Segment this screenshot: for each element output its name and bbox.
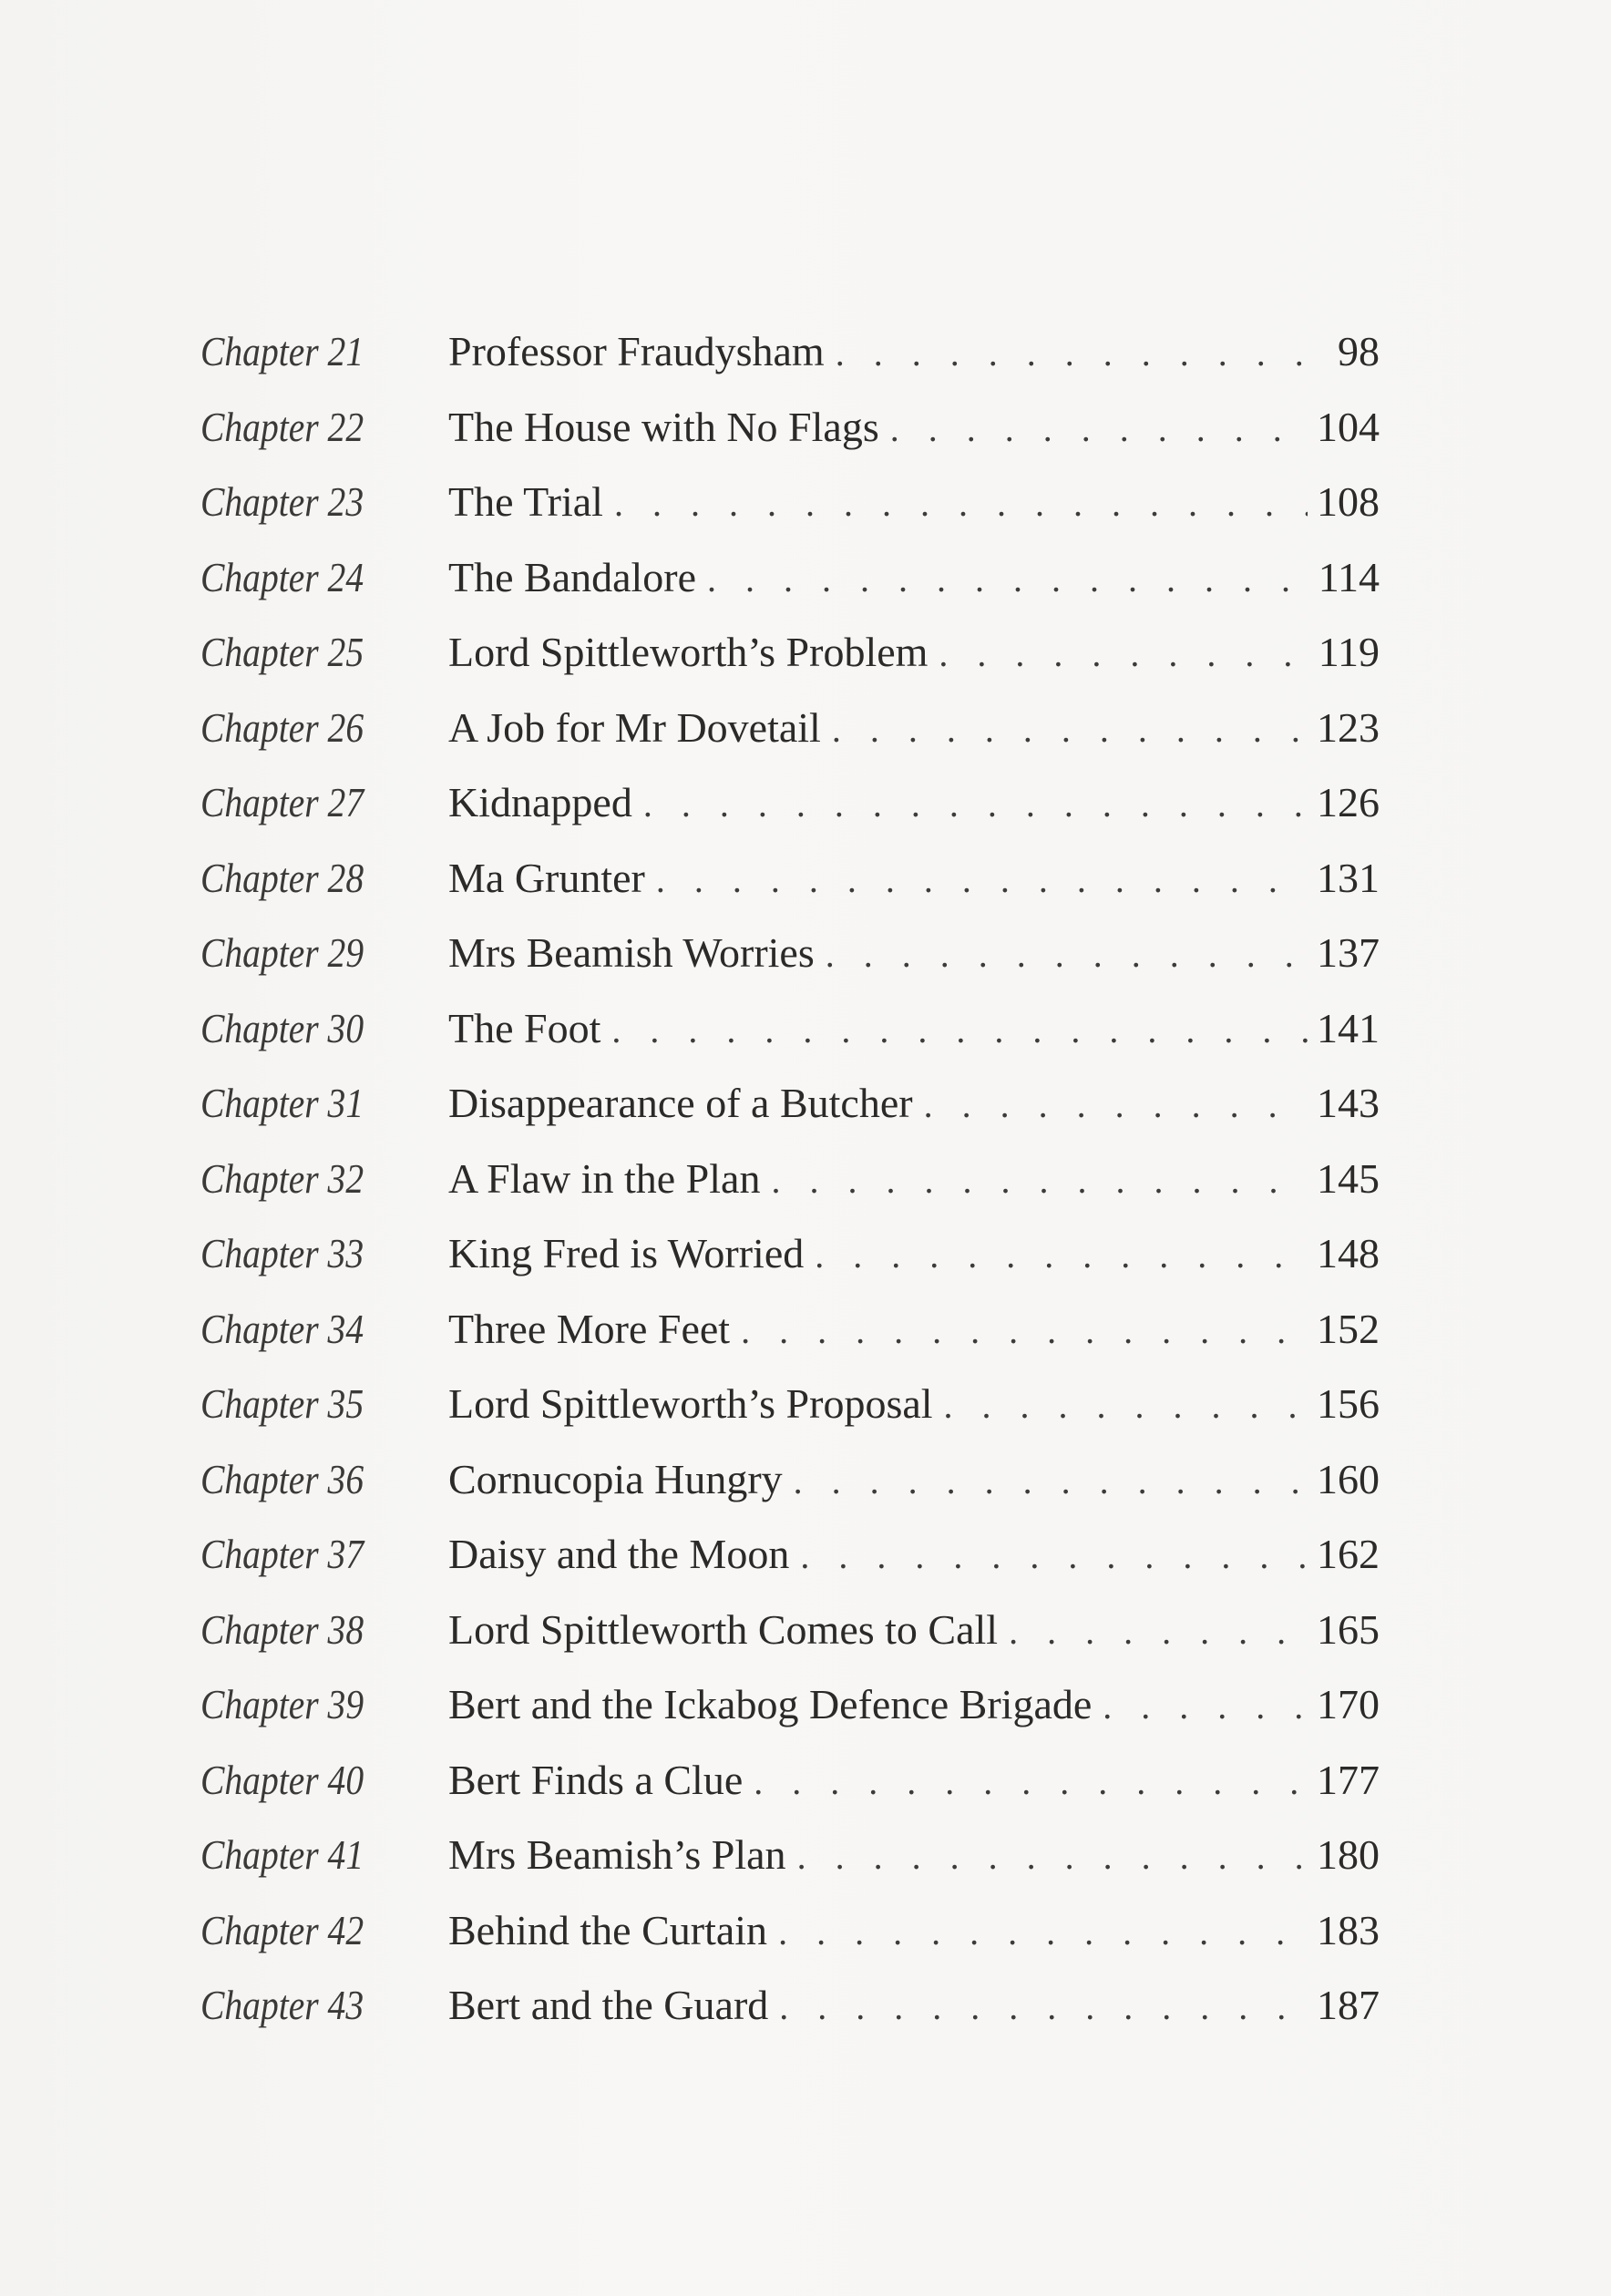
page-number: 104: [1317, 403, 1380, 450]
chapter-number: Chapter 32: [200, 1154, 364, 1202]
toc-entry: [200, 991, 1385, 1067]
toc-entry-line: [448, 465, 1380, 542]
dot-leader: [696, 542, 1309, 618]
page-number: 152: [1317, 1305, 1380, 1352]
chapter-title: The Bandalore: [448, 553, 697, 600]
toc-entry: [200, 1968, 1385, 2044]
toc-entry-line: [448, 1066, 1380, 1143]
page-number: 156: [1317, 1380, 1380, 1427]
chapter-title: Cornucopia Hungry: [448, 1455, 783, 1502]
dot-leader: [768, 1970, 1308, 2045]
toc-entry-line: [448, 1216, 1380, 1294]
dot-leader: [913, 1068, 1308, 1143]
toc-entry: [200, 916, 1385, 991]
toc-entry-line: [448, 991, 1380, 1069]
chapter-number: Chapter 39: [200, 1681, 364, 1727]
toc-entry: [200, 1893, 1385, 1969]
chapter-title: A Job for Mr Dovetail: [448, 703, 821, 751]
dot-leader: [783, 1444, 1308, 1520]
page-number: 108: [1317, 478, 1380, 525]
toc-entry-line: [448, 390, 1380, 467]
chapter-title: The Trial: [448, 478, 603, 525]
toc-entry: [200, 691, 1385, 766]
chapter-title: Lord Spittleworth’s Proposal: [448, 1380, 933, 1427]
chapter-number: Chapter 21: [200, 328, 364, 374]
toc-entry: [200, 1517, 1385, 1593]
chapter-number: Chapter 40: [200, 1756, 364, 1803]
chapter-number: Chapter 26: [200, 703, 364, 751]
page-number: 162: [1317, 1531, 1380, 1577]
toc-entry-line: [448, 1593, 1380, 1670]
toc-entry: [200, 465, 1385, 540]
toc-entry-line: [448, 1667, 1380, 1745]
page-number: 170: [1317, 1681, 1380, 1727]
page-number: 180: [1317, 1831, 1380, 1878]
chapter-title: Kidnapped: [448, 779, 632, 825]
chapter-number: Chapter 25: [200, 629, 364, 675]
toc-entry-line: [448, 1367, 1380, 1444]
chapter-number: Chapter 27: [200, 779, 364, 825]
page-number: 148: [1317, 1230, 1380, 1276]
toc-entry-line: [448, 1292, 1380, 1369]
chapter-number: Chapter 34: [200, 1305, 364, 1352]
page-number: 143: [1317, 1080, 1380, 1126]
chapter-title: Bert and the Ickabog Defence Brigade: [448, 1681, 1093, 1727]
dot-leader: [730, 1294, 1308, 1369]
chapter-title: Mrs Beamish’s Plan: [448, 1831, 786, 1878]
chapter-title: The House with No Flags: [448, 403, 879, 450]
chapter-number: Chapter 29: [200, 929, 364, 976]
chapter-number: Chapter 22: [200, 403, 364, 450]
toc-entry: [200, 615, 1385, 691]
chapter-title: Behind the Curtain: [448, 1906, 768, 1953]
chapter-number: Chapter 36: [200, 1455, 364, 1502]
toc-entry-line: [448, 1818, 1380, 1895]
chapter-title: Daisy and the Moon: [448, 1531, 790, 1577]
toc-entry: [200, 841, 1385, 917]
dot-leader: [1092, 1669, 1308, 1745]
dot-leader: [600, 993, 1308, 1069]
toc-entry: [200, 540, 1385, 616]
page-number: 145: [1317, 1154, 1380, 1202]
dot-leader: [789, 1519, 1308, 1594]
toc-entry-line: [448, 1517, 1380, 1594]
chapter-title: The Foot: [448, 1004, 601, 1051]
toc-entry: [200, 314, 1385, 390]
toc-entry-line: [448, 1968, 1380, 2045]
toc-entry-line: [448, 1893, 1380, 1971]
toc-entry: [200, 1216, 1385, 1292]
toc-entry: [200, 1142, 1385, 1217]
dot-leader: [603, 466, 1308, 542]
toc-entry-line: [448, 916, 1380, 993]
toc-entry: [200, 1818, 1385, 1893]
page-number: 123: [1317, 703, 1380, 751]
chapter-number: Chapter 28: [200, 854, 364, 901]
page-number: 141: [1317, 1004, 1380, 1051]
table-of-contents: [200, 314, 1385, 2044]
toc-entry-line: [448, 765, 1380, 843]
dot-leader: [632, 767, 1308, 843]
toc-entry: [200, 1367, 1385, 1442]
dot-leader: [645, 843, 1308, 918]
page-number: 119: [1318, 629, 1380, 675]
toc-entry-line: [448, 1442, 1380, 1520]
chapter-number: Chapter 41: [200, 1831, 364, 1878]
chapter-title: Three More Feet: [448, 1305, 731, 1352]
toc-entry: [200, 1066, 1385, 1142]
chapter-number: Chapter 30: [200, 1004, 364, 1051]
chapter-number: Chapter 43: [200, 1982, 364, 2028]
toc-entry: [200, 765, 1385, 841]
dot-leader: [786, 1819, 1308, 1895]
toc-entry: [200, 1442, 1385, 1518]
dot-leader: [821, 692, 1308, 768]
chapter-title: Bert Finds a Clue: [448, 1756, 744, 1803]
page-number: 137: [1317, 929, 1380, 976]
page-number: 187: [1317, 1982, 1380, 2028]
chapter-number: Chapter 37: [200, 1531, 364, 1577]
toc-entry: [200, 1292, 1385, 1368]
page-number: 98: [1338, 328, 1380, 374]
dot-leader: [743, 1745, 1308, 1820]
chapter-title: A Flaw in the Plan: [448, 1154, 761, 1202]
toc-entry-line: [448, 314, 1380, 392]
chapter-title: Professor Fraudysham: [448, 328, 825, 374]
dot-leader: [804, 1218, 1308, 1294]
page-number: 114: [1318, 553, 1380, 600]
dot-leader: [825, 316, 1329, 392]
chapter-number: Chapter 31: [200, 1080, 364, 1126]
chapter-title: Bert and the Guard: [448, 1982, 769, 2028]
chapter-number: Chapter 24: [200, 553, 364, 600]
dot-leader: [815, 917, 1308, 993]
chapter-title: Mrs Beamish Worries: [448, 929, 815, 976]
page-number: 160: [1317, 1455, 1380, 1502]
page-number: 183: [1317, 1906, 1380, 1953]
chapter-title: Ma Grunter: [448, 854, 645, 901]
toc-entry-line: [448, 1142, 1380, 1219]
toc-entry-line: [448, 615, 1380, 692]
toc-entry: [200, 390, 1385, 466]
dot-leader: [998, 1594, 1308, 1670]
toc-entry-line: [448, 691, 1380, 768]
toc-entry: [200, 1667, 1385, 1743]
page-number: 126: [1317, 779, 1380, 825]
chapter-title: Lord Spittleworth’s Problem: [448, 629, 929, 675]
page-number: 131: [1317, 854, 1380, 901]
toc-entry-line: [448, 841, 1380, 918]
chapter-title: Disappearance of a Butcher: [448, 1080, 913, 1126]
dot-leader: [879, 392, 1308, 467]
chapter-number: Chapter 42: [200, 1906, 364, 1953]
chapter-number: Chapter 23: [200, 478, 364, 525]
chapter-number: Chapter 35: [200, 1380, 364, 1427]
dot-leader: [760, 1143, 1308, 1219]
toc-entry: [200, 1743, 1385, 1819]
page-number: 165: [1317, 1605, 1380, 1653]
toc-entry: [200, 1593, 1385, 1668]
toc-entry-line: [448, 1743, 1380, 1820]
dot-leader: [767, 1895, 1308, 1971]
toc-entry-line: [448, 540, 1380, 618]
chapter-title: King Fred is Worried: [448, 1230, 805, 1276]
chapter-number: Chapter 38: [200, 1605, 364, 1653]
page-number: 177: [1317, 1756, 1380, 1803]
dot-leader: [933, 1368, 1308, 1444]
chapter-number: Chapter 33: [200, 1230, 364, 1276]
chapter-title: Lord Spittleworth Comes to Call: [448, 1605, 999, 1653]
dot-leader: [928, 617, 1308, 692]
